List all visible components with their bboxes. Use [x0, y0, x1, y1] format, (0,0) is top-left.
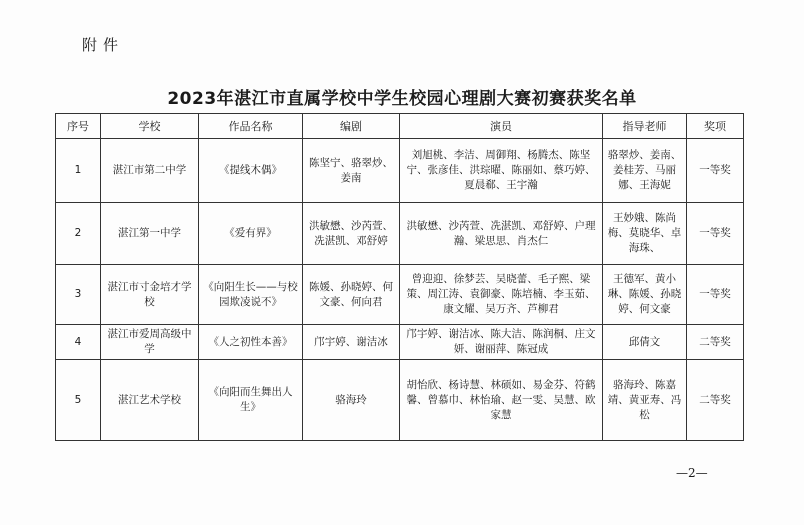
cell-actors: 胡怡欣、杨诗慧、林硕如、易金芬、符鹤馨、曾慕巾、林怡瑜、赵一雯、吴慧、欧家慧 [400, 360, 603, 441]
table-row [56, 203, 744, 265]
header-work: 作品名称 [199, 114, 303, 139]
cell-work: 《提线木偶》 [199, 139, 303, 203]
header-actors: 演员 [400, 114, 603, 139]
cell-writers: 骆海玲 [303, 360, 400, 441]
cell-work: 《爱有界》 [199, 203, 303, 265]
cell-award: 二等奖 [687, 325, 744, 360]
attachment-label: 附件 [82, 36, 125, 54]
cell-school: 湛江第一中学 [101, 203, 199, 265]
cell-award: 二等奖 [687, 360, 744, 441]
cell-teachers: 骆海玲、陈嘉靖、黄亚寿、冯松 [603, 360, 687, 441]
header-teachers: 指导老师 [603, 114, 687, 139]
cell-no: 1 [56, 139, 101, 203]
cell-actors: 邝宇婷、谢洁冰、陈大洁、陈润桐、庄文妍、谢丽萍、陈冠成 [400, 325, 603, 360]
cell-no: 3 [56, 265, 101, 325]
page-title: 2023年湛江市直属学校中学生校园心理剧大赛初赛获奖名单 [167, 89, 637, 109]
cell-actors: 刘旭桃、李洁、周御翔、杨腾杰、陈坚宁、张彦佳、洪琮曜、陈丽如、蔡巧婷、夏晨郗、王宇瀚 [400, 139, 603, 203]
cell-writers: 邝宇婷、谢洁冰 [303, 325, 400, 360]
cell-no: 4 [56, 325, 101, 360]
cell-school: 湛江艺术学校 [101, 360, 199, 441]
cell-award: 一等奖 [687, 139, 744, 203]
cell-teachers: 王妙娥、陈尚梅、莫晓华、卓海珠、 [603, 203, 687, 265]
table-row [56, 139, 744, 203]
cell-no: 2 [56, 203, 101, 265]
table-row [56, 360, 744, 441]
header-award: 奖项 [687, 114, 744, 139]
cell-award: 一等奖 [687, 203, 744, 265]
cell-work: 《向阳生长——与校园欺凌说不》 [199, 265, 303, 325]
table-row [56, 265, 744, 325]
cell-award: 一等奖 [687, 265, 744, 325]
cell-work: 《向阳而生舞出人生》 [199, 360, 303, 441]
cell-actors: 洪敏懋、沙芮萱、冼湛凯、邓舒婷、户理瀚、梁思思、肖杰仁 [400, 203, 603, 265]
cell-school: 湛江市寸金培才学校 [101, 265, 199, 325]
header-writers: 编剧 [303, 114, 400, 139]
header-no: 序号 [56, 114, 101, 139]
cell-work: 《人之初性本善》 [199, 325, 303, 360]
cell-writers: 陈坚宁、骆翠炒、姜南 [303, 139, 400, 203]
cell-writers: 洪敏懋、沙芮萱、冼湛凯、邓舒婷 [303, 203, 400, 265]
page-number: —2— [676, 466, 708, 480]
cell-no: 5 [56, 360, 101, 441]
cell-writers: 陈媛、孙晓婷、何文豪、何向君 [303, 265, 400, 325]
cell-teachers: 王德军、黄小琳、陈媛、孙晓婷、何文豪 [603, 265, 687, 325]
cell-actors: 曾迎迎、徐梦芸、吴晓蕾、毛子熙、梁策、周江涛、袁御豪、陈培楠、李玉茹、康文耀、吴万齐、芦柳君 [400, 265, 603, 325]
cell-school: 湛江市爱周高级中学 [101, 325, 199, 360]
cell-teachers: 邱倩文 [603, 325, 687, 360]
header-school: 学校 [101, 114, 199, 139]
cell-teachers: 骆翠炒、姜南、姜桂芳、马丽娜、王海妮 [603, 139, 687, 203]
cell-school: 湛江市第二中学 [101, 139, 199, 203]
awards-table [55, 113, 744, 441]
table-header-row [56, 114, 744, 139]
table-row [56, 325, 744, 360]
